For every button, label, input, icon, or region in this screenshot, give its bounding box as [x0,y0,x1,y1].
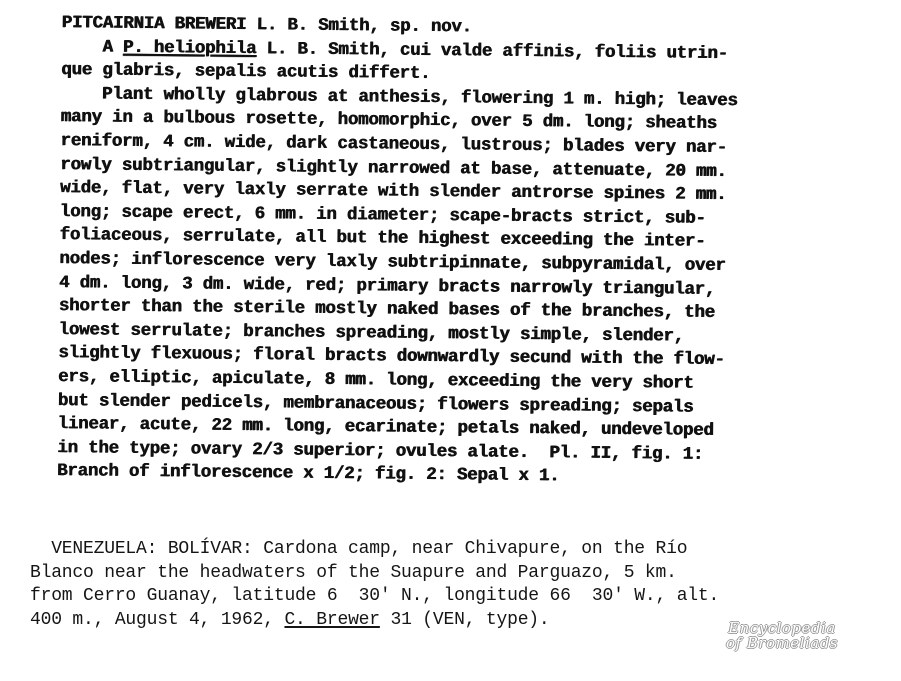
description-line: in the type; ovary 2/3 superior; ovules alate. Pl. II, fig. 1: [57,437,704,465]
collector-name: C. Brewer [284,609,380,630]
description-line: foliaceous, serrulate, all but the highest exceeding the inter- [59,225,706,253]
description-line: rowly subtriangular, slightly narrowed at base, attenuate, 20 mm. [60,154,727,182]
description-line: ers, elliptic, apiculate, 8 mm. long, exceeding the very short [58,366,694,394]
description-line: shorter than the sterile mostly naked bases of the branches, the [58,296,716,323]
species-description [57,12,872,492]
description-line: many in a bulbous rosette, homomorphic, over 5 dm. long; sheaths [60,107,718,135]
locality-text: 31 (VEN, type). [379,609,550,630]
locality-line: VENEZUELA: BOLÍVAR: Cardona camp, near Chivapure, on the Río [30,539,688,559]
description-line: long; scape erect, 6 mm. in diameter; scape-bracts strict, sub- [59,201,706,229]
description-line: wide, flat, very laxly serrate with slender antrorse spines 2 mm. [60,178,727,206]
species-authority: L. B. Smith, sp. nov. [246,14,473,38]
description-text: A [61,36,124,58]
description-line: but slender pedicels, membranaceous; flowers spreading; sepals [57,390,694,418]
locality-line: from Cerro Guanay, latitude 6 30' N., longitude 66 30' W., alt. [30,586,720,607]
description-line: linear, acute, 22 mm. long, ecarinate; petals naked, undeveloped [57,414,714,441]
description-line: Plant wholly glabrous at anthesis, flowering 1 m. high; leaves [61,83,738,111]
related-species-name: P. heliophila [123,37,257,59]
watermark-logo [707,621,857,651]
locality-line: Blanco near the headwaters of the Suapure and Parguazo, 5 km. [30,562,677,583]
species-name: PITCAIRNIA BREWERI [61,12,247,35]
specimen-locality [30,537,870,631]
locality-text: 400 m., August 4, 1962, [30,609,285,630]
description-line: 4 dm. long, 3 dm. wide, red; primary bracts narrowly triangular, [59,272,716,300]
description-text: L. B. Smith, cui valde affinis, foliis utrin- [256,38,729,64]
description-line: Branch of inflorescence x 1/2; fig. 2: Sepal x 1. [57,461,560,487]
description-line: slightly flexuous; floral bracts downwardly secund with the flow- [58,343,725,371]
description-line: que glabris, sepalis acutis differt. [61,60,431,85]
watermark-line: Encyclopedia [728,619,836,637]
watermark-line: of Bromeliads [725,634,838,652]
description-line: lowest serrulate; branches spreading, mostly simple, slender, [58,319,685,347]
description-line: reniform, 4 cm. wide, dark castaneous, lustrous; blades very nar- [60,130,728,158]
description-line: nodes; inflorescence very laxly subtripinnate, subpyramidal, over [59,248,726,276]
